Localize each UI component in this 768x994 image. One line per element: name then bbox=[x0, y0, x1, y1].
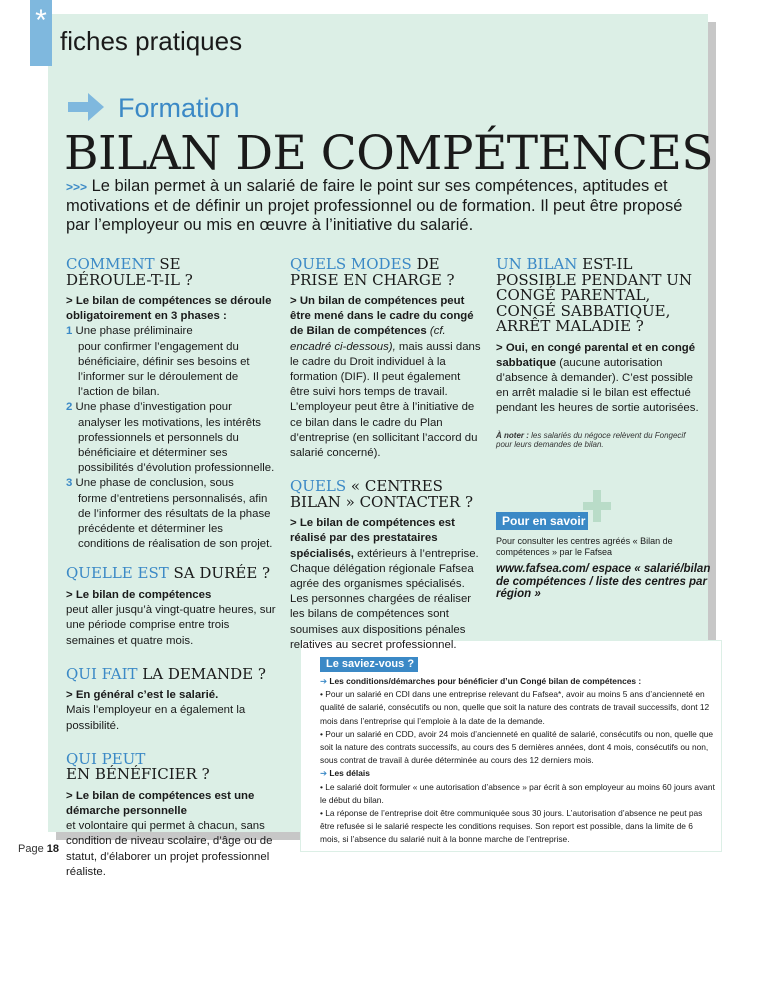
saviez-vous-heading-conditions: ➔ Les conditions/démarches pour bénéficier d’un Congé bilan de compétences : bbox=[320, 676, 642, 686]
column-3 bbox=[496, 257, 701, 450]
saviez-vous-body bbox=[320, 675, 715, 847]
heading-comment: COMMENT SE DÉROULE-T-IL ? bbox=[66, 255, 193, 289]
asterisk-tag: * bbox=[30, 0, 52, 66]
arrow-right-icon bbox=[66, 90, 106, 124]
heading-modes: QUELS MODES DE PRISE EN CHARGE ? bbox=[290, 255, 455, 289]
heading-duree: QUELLE EST SA DURÉE ? bbox=[66, 564, 271, 583]
saviez-vous-reponse: • La réponse de l’entreprise doit être communiquée sous 30 jours. L’autorisation d’absence ne peut pas être refusée si le salarié respecte les conditions requises. Son report est possible, dans la limite de 6 mois, si l’absence du salarié nuit à la bonne marche de l’entreprise. bbox=[320, 808, 703, 845]
note-negoce: À noter : les salariés du négoce relèvent du Fongecif pour leurs demandes de bilan. bbox=[496, 430, 686, 450]
list-item: 3 Une phase de conclusion, sous forme d’entretiens personnalisés, afin de l’informer des résultats de la phase précédente et déterminer les conditions de réalisation de son projet. bbox=[66, 477, 273, 551]
saviez-vous-heading-delais: ➔ Les délais bbox=[320, 768, 370, 779]
intro-text: Le bilan permet à un salarié de faire le point sur ses compétences, aptitudes et motivations et de définir un projet professionnel ou de formation. Il peut être proposé par l’employeur ou mis en œuvre à l’initiative du salarié. bbox=[66, 177, 683, 234]
saviez-vous-cdi: • Pour un salarié en CDI dans une entreprise relevant du Fafsea*, avoir au moins 5 ans d’ancienneté en qualité de salarié, consécutifs ou non, quelle que soit la nature des contrats de travail successifs, dont 12 mois dans l’entreprise qui l’emploie à la date de la demande. bbox=[320, 689, 710, 726]
text-beneficier: et volontaire qui permet à chacun, sans condition de niveau scolaire, d’âge ou de statut, d’élaborer un projet professionnel réaliste. bbox=[66, 820, 273, 878]
text-centres: > Le bilan de compétences est réalisé par des prestataires spécialisés, extérieurs à l’entreprise. Chaque délégation régionale Fafsea agrée des organismes spécialisés. Les personnes chargées de réaliser les bilans de compétences sont soumises aux dispositions pénales relatives au secret professionnel. bbox=[290, 517, 479, 651]
lead-demande: > En général c’est le salarié. bbox=[66, 689, 219, 702]
section-label: fiches pratiques bbox=[60, 26, 243, 56]
chevrons-icon: >>> bbox=[66, 180, 88, 194]
lead-phases: > Le bilan de compétences se déroule obligatoirement en 3 phases : bbox=[66, 295, 272, 323]
lead-duree: > Le bilan de compétences bbox=[66, 588, 212, 601]
list-item: 2 Une phase d’investigation pour analyser les motivations, les intérêts professionnels et personnels du bénéficiaire et déterminer ses possibilités d’évolution professionnelle. bbox=[66, 401, 275, 475]
pour-en-savoir-badge: Pour en savoir bbox=[496, 512, 588, 530]
heading-demande: QUI FAIT LA DEMANDE ? bbox=[66, 664, 266, 683]
text-duree: peut aller jusqu’à vingt-quatre heures, sur une période comprise entre trois semaines et quatre mois. bbox=[66, 604, 276, 647]
intro-paragraph bbox=[66, 177, 686, 235]
rubric-label: Formation bbox=[118, 93, 240, 123]
heading-beneficier: QUI PEUT EN BÉNÉFICIER ? bbox=[66, 749, 210, 784]
heading-centres: QUELS « CENTRES BILAN » CONTACTER ? bbox=[290, 477, 474, 511]
fafsea-link[interactable]: www.fafsea.com/ espace « salarié/bilan de compétences / liste des centres par région » bbox=[496, 563, 711, 600]
column-1 bbox=[66, 257, 276, 880]
saviez-vous-autorisation: • Le salarié doit formuler « une autorisation d’absence » par écrit à son employeur au moins 60 jours avant le début du bilan. bbox=[320, 781, 715, 805]
page-title: BILAN DE COMPÉTENCES bbox=[64, 126, 714, 181]
lead-beneficier: > Le bilan de compétences est une démarche personnelle bbox=[66, 789, 255, 818]
page-number: Page 18 bbox=[18, 843, 60, 855]
heading-bilan-conge: UN BILAN EST-IL POSSIBLE PENDANT UN CONGÉ PARENTAL, CONGÉ SABBATIQUE, ARRÊT MALADIE ? bbox=[496, 255, 692, 335]
column-2 bbox=[290, 257, 482, 653]
saviez-vous-badge: Le saviez-vous ? bbox=[320, 657, 418, 672]
pour-en-savoir-text: Pour consulter les centres agréés « Bilan de compétences » par le Fafsea bbox=[496, 536, 673, 557]
text-modes: > Un bilan de compétences peut être mené dans le cadre du congé de Bilan de compétences (cf. encadré ci-dessous), mais aussi dans le cadre du Droit individuel à la formation (DIF). Il peut également être suivi hors temps de travail. L’employeur peut être à l’initiative de ce bilan dans le cadre du Plan d’entreprise (en sollicitant l’accord du salarié concerné). bbox=[290, 295, 481, 460]
text-demande: Mais l’employeur en a également la possibilité. bbox=[66, 704, 246, 732]
saviez-vous-cdd: • Pour un salarié en CDD, avoir 24 mois d’ancienneté en qualité de salarié, consécutifs ou non, quelle que soit la nature des contrats successifs, au cours des 5 dernières années, dont 4 mois, consécutifs ou non, sous contrat de travail à durée déterminée au cours des 12 derniers mois. bbox=[320, 728, 714, 766]
list-item: 1 Une phase préliminaire pour confirmer l’engagement du bénéficiaire, définir ses besoins et l’informer sur le déroulement de l’action de bilan. bbox=[66, 325, 250, 399]
text-bilan-conge: > Oui, en congé parental et en congé sabbatique (aucune autorisation d’absence à demander). C’est possible en arrêt maladie si le bilan est effectué pendant les heures de sortie autorisées. bbox=[496, 341, 699, 415]
